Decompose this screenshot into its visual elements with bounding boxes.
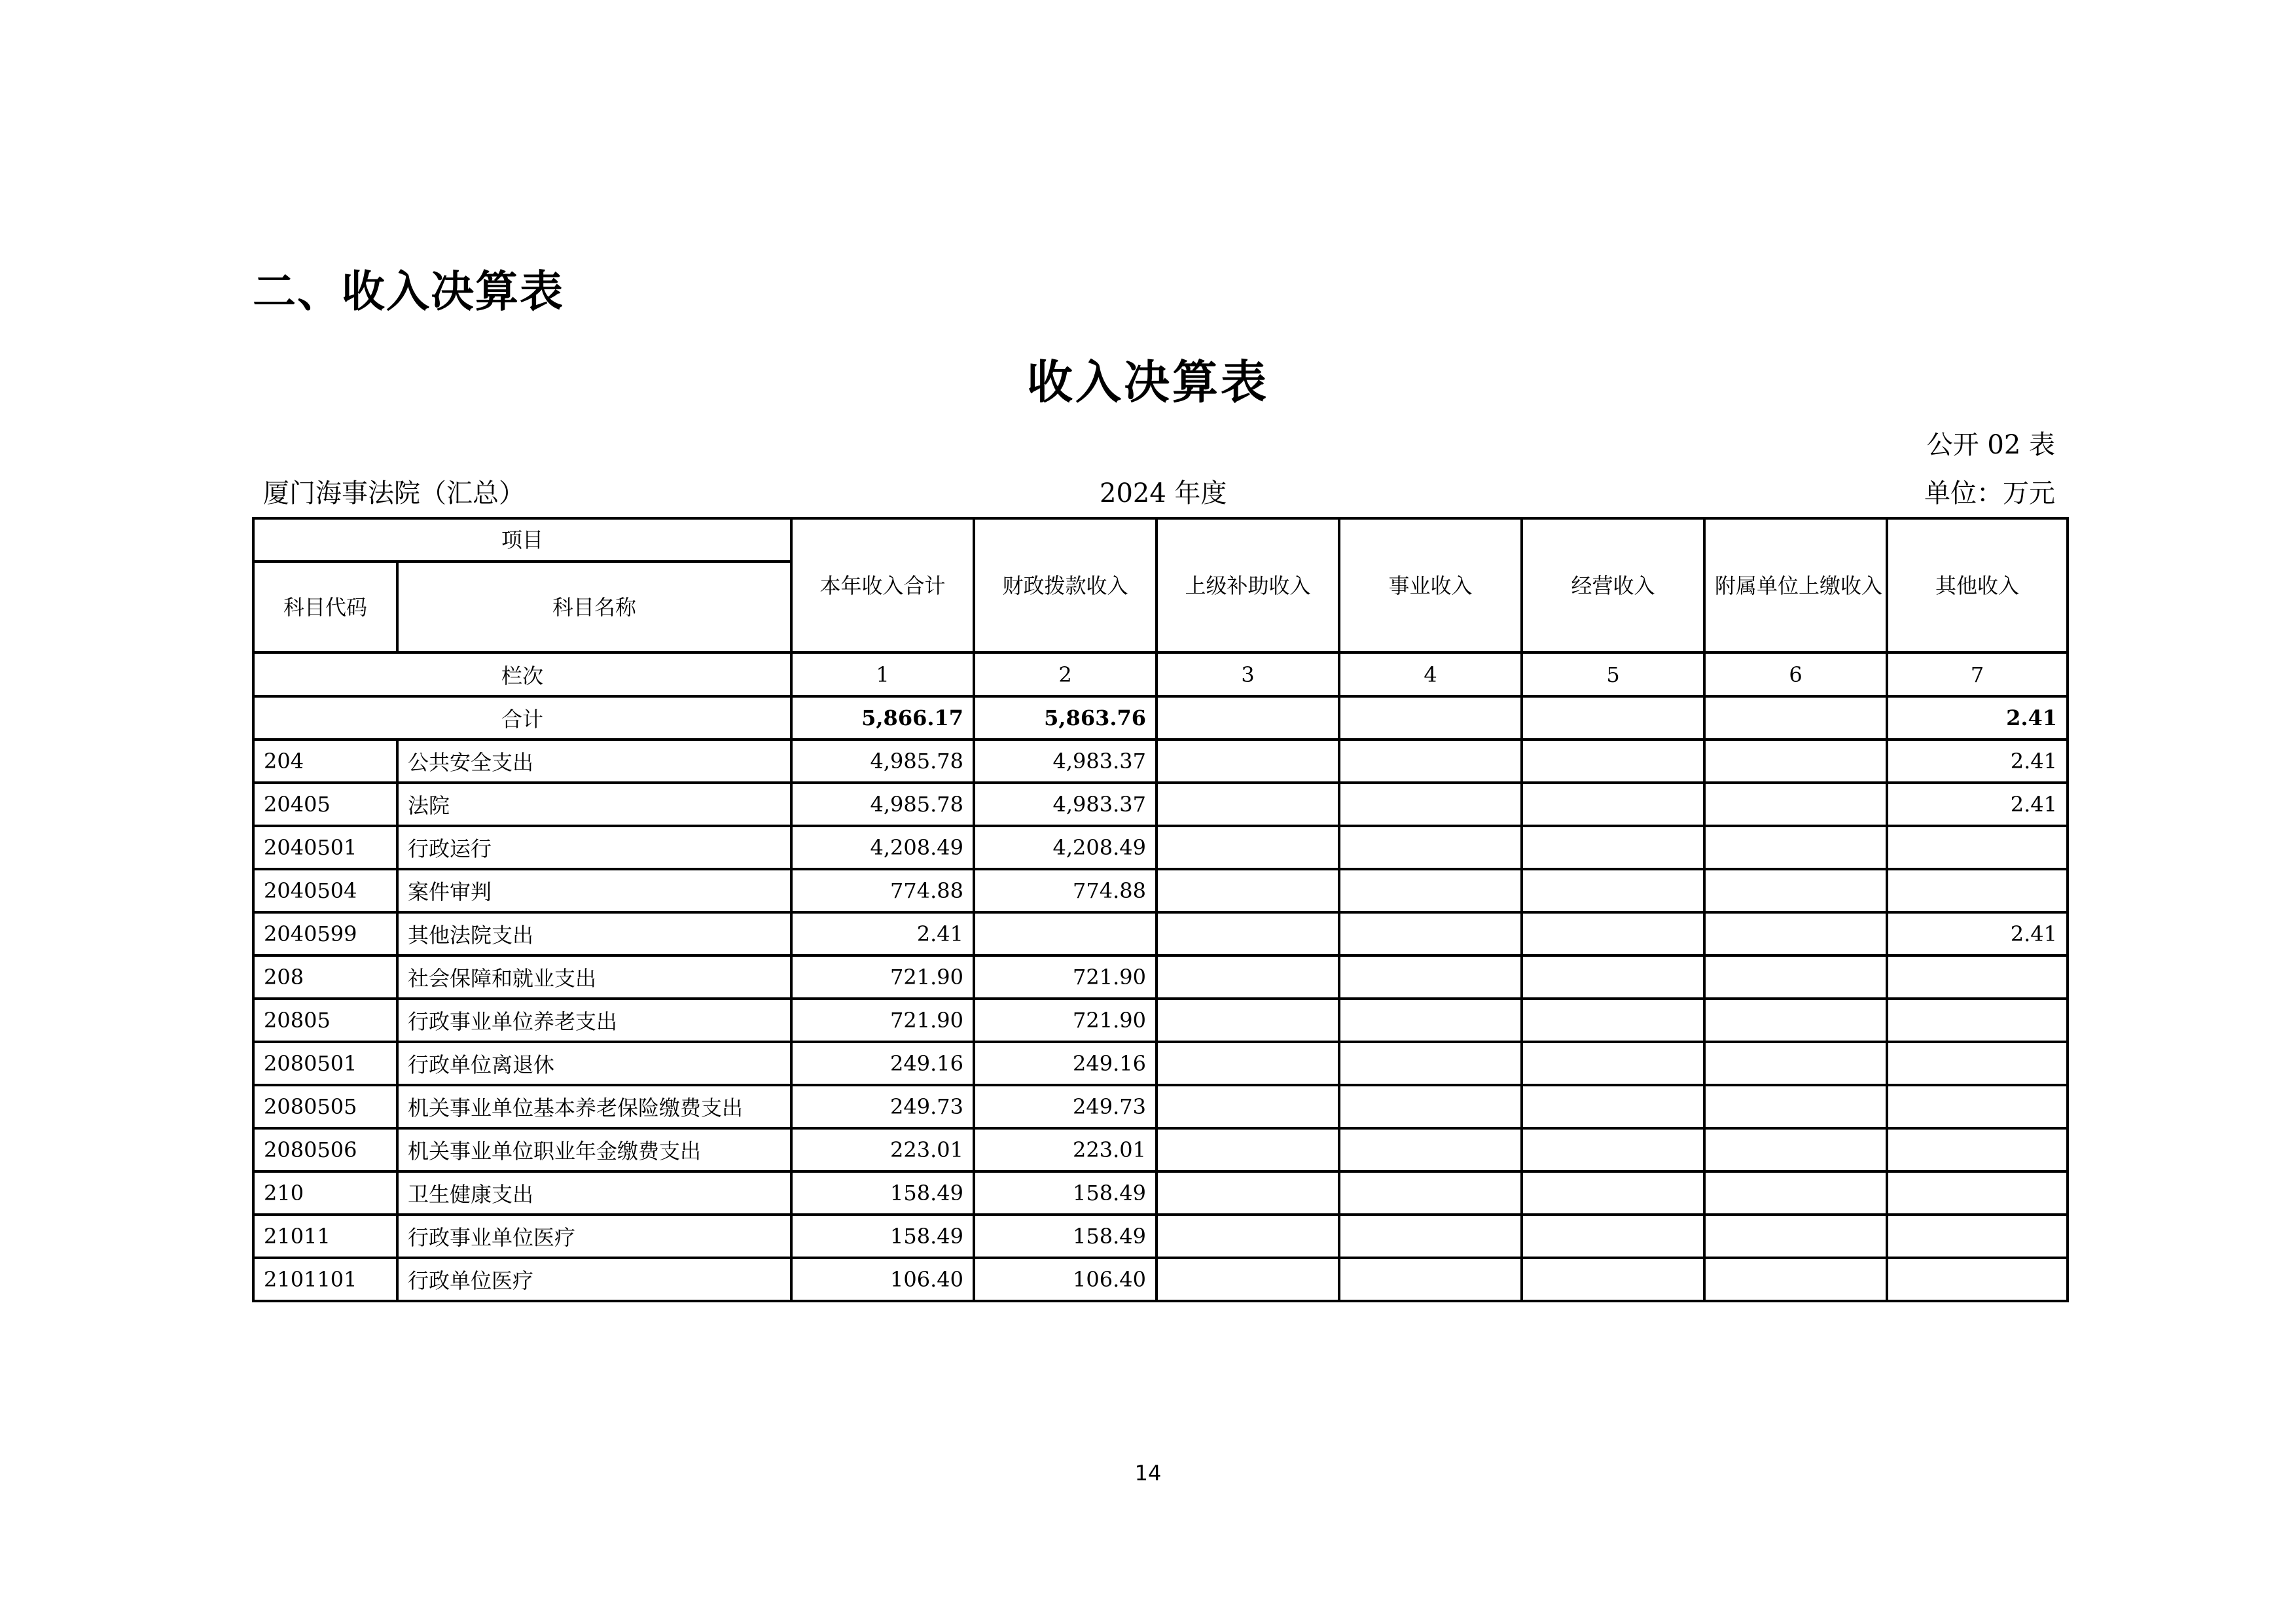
subject-name: 行政事业单位养老支出 bbox=[397, 999, 791, 1042]
value-cell bbox=[1339, 955, 1522, 999]
table-row bbox=[253, 783, 2068, 826]
subject-name: 行政单位离退休 bbox=[397, 1042, 791, 1085]
subject-code: 20405 bbox=[253, 783, 397, 826]
value-cell: 223.01 bbox=[974, 1128, 1157, 1171]
value-cell bbox=[1157, 869, 1339, 912]
table-row bbox=[253, 869, 2068, 912]
value-cell bbox=[1157, 955, 1339, 999]
subject-code: 2080505 bbox=[253, 1085, 397, 1128]
value-cell bbox=[1704, 826, 1887, 869]
total-cell bbox=[1339, 696, 1522, 740]
value-cell bbox=[1522, 1258, 1704, 1301]
subject-code: 208 bbox=[253, 955, 397, 999]
header-col-4: 事业收入 bbox=[1339, 518, 1522, 652]
value-cell bbox=[1887, 999, 2068, 1042]
value-cell: 158.49 bbox=[974, 1171, 1157, 1215]
table-row bbox=[253, 740, 2068, 783]
value-cell bbox=[1522, 999, 1704, 1042]
value-cell: 4,985.78 bbox=[791, 740, 974, 783]
value-cell bbox=[1704, 1215, 1887, 1258]
value-cell bbox=[1157, 999, 1339, 1042]
header-code: 科目代码 bbox=[253, 562, 397, 652]
header-project: 项目 bbox=[253, 518, 791, 562]
value-cell: 2.41 bbox=[791, 912, 974, 955]
value-cell: 223.01 bbox=[791, 1128, 974, 1171]
section-heading: 二、收入决算表 bbox=[253, 266, 564, 317]
value-cell bbox=[1887, 1042, 2068, 1085]
value-cell bbox=[1339, 1258, 1522, 1301]
subject-name: 行政运行 bbox=[397, 826, 791, 869]
index-cell: 2 bbox=[974, 652, 1157, 696]
table-row bbox=[253, 1258, 2068, 1301]
value-cell bbox=[1704, 1128, 1887, 1171]
value-cell bbox=[1339, 1171, 1522, 1215]
index-cell: 7 bbox=[1887, 652, 2068, 696]
total-cell bbox=[1704, 696, 1887, 740]
income-table bbox=[252, 517, 2069, 1302]
value-cell: 249.16 bbox=[791, 1042, 974, 1085]
subject-name: 机关事业单位职业年金缴费支出 bbox=[397, 1128, 791, 1171]
value-cell: 2.41 bbox=[1887, 740, 2068, 783]
value-cell bbox=[1522, 912, 1704, 955]
subject-code: 2080501 bbox=[253, 1042, 397, 1085]
value-cell bbox=[1157, 1171, 1339, 1215]
header-col-2: 财政拨款收入 bbox=[974, 518, 1157, 652]
value-cell: 106.40 bbox=[791, 1258, 974, 1301]
subject-code: 2101101 bbox=[253, 1258, 397, 1301]
value-cell bbox=[1887, 1215, 2068, 1258]
total-label: 合计 bbox=[253, 696, 791, 740]
table-row bbox=[253, 1085, 2068, 1128]
value-cell: 158.49 bbox=[791, 1215, 974, 1258]
value-cell bbox=[1522, 1085, 1704, 1128]
value-cell: 774.88 bbox=[974, 869, 1157, 912]
value-cell: 2.41 bbox=[1887, 912, 2068, 955]
value-cell: 4,983.37 bbox=[974, 740, 1157, 783]
table-row bbox=[253, 912, 2068, 955]
form-number: 公开 02 表 bbox=[1926, 430, 2055, 460]
total-cell: 5,863.76 bbox=[974, 696, 1157, 740]
value-cell bbox=[1522, 1171, 1704, 1215]
total-row bbox=[253, 696, 2068, 740]
subject-code: 2040599 bbox=[253, 912, 397, 955]
index-label: 栏次 bbox=[253, 652, 791, 696]
value-cell bbox=[1522, 826, 1704, 869]
total-cell bbox=[1522, 696, 1704, 740]
table-row bbox=[253, 955, 2068, 999]
subject-name: 社会保障和就业支出 bbox=[397, 955, 791, 999]
subject-name: 法院 bbox=[397, 783, 791, 826]
organization-name: 厦门海事法院（汇总） bbox=[263, 478, 525, 508]
header-row bbox=[253, 518, 2068, 562]
value-cell: 721.90 bbox=[791, 999, 974, 1042]
index-cell: 1 bbox=[791, 652, 974, 696]
value-cell: 4,983.37 bbox=[974, 783, 1157, 826]
value-cell bbox=[1157, 1215, 1339, 1258]
value-cell bbox=[1704, 1085, 1887, 1128]
value-cell: 721.90 bbox=[974, 999, 1157, 1042]
value-cell bbox=[1339, 1128, 1522, 1171]
value-cell bbox=[1704, 912, 1887, 955]
total-cell bbox=[1157, 696, 1339, 740]
value-cell: 4,985.78 bbox=[791, 783, 974, 826]
value-cell: 4,208.49 bbox=[791, 826, 974, 869]
fiscal-year: 2024 年度 bbox=[1100, 478, 1227, 508]
value-cell bbox=[1157, 1128, 1339, 1171]
value-cell bbox=[1522, 1042, 1704, 1085]
subject-code: 2040504 bbox=[253, 869, 397, 912]
value-cell bbox=[1157, 826, 1339, 869]
value-cell bbox=[1522, 955, 1704, 999]
subject-name: 机关事业单位基本养老保险缴费支出 bbox=[397, 1085, 791, 1128]
value-cell: 249.73 bbox=[974, 1085, 1157, 1128]
value-cell bbox=[1887, 1171, 2068, 1215]
value-cell: 774.88 bbox=[791, 869, 974, 912]
value-cell bbox=[1704, 999, 1887, 1042]
value-cell bbox=[1157, 740, 1339, 783]
subject-code: 20805 bbox=[253, 999, 397, 1042]
value-cell: 249.16 bbox=[974, 1042, 1157, 1085]
currency-unit: 单位：万元 bbox=[1924, 478, 2055, 508]
value-cell bbox=[1339, 783, 1522, 826]
value-cell bbox=[1339, 912, 1522, 955]
value-cell: 721.90 bbox=[791, 955, 974, 999]
value-cell bbox=[1339, 826, 1522, 869]
table-row bbox=[253, 999, 2068, 1042]
header-name: 科目名称 bbox=[397, 562, 791, 652]
subject-code: 204 bbox=[253, 740, 397, 783]
table-row bbox=[253, 1042, 2068, 1085]
subject-name: 公共安全支出 bbox=[397, 740, 791, 783]
page-number: 14 bbox=[1134, 1461, 1162, 1486]
document-title: 收入决算表 bbox=[1027, 355, 1269, 409]
value-cell bbox=[1704, 955, 1887, 999]
header-col-5: 经营收入 bbox=[1522, 518, 1704, 652]
subject-name: 案件审判 bbox=[397, 869, 791, 912]
value-cell bbox=[1157, 1085, 1339, 1128]
value-cell bbox=[974, 912, 1157, 955]
value-cell: 721.90 bbox=[974, 955, 1157, 999]
index-cell: 4 bbox=[1339, 652, 1522, 696]
table-row bbox=[253, 1215, 2068, 1258]
index-row bbox=[253, 652, 2068, 696]
index-cell: 6 bbox=[1704, 652, 1887, 696]
subject-code: 2040501 bbox=[253, 826, 397, 869]
value-cell: 4,208.49 bbox=[974, 826, 1157, 869]
value-cell bbox=[1522, 1215, 1704, 1258]
value-cell bbox=[1339, 999, 1522, 1042]
value-cell bbox=[1704, 1171, 1887, 1215]
value-cell bbox=[1704, 1042, 1887, 1085]
index-cell: 3 bbox=[1157, 652, 1339, 696]
value-cell bbox=[1704, 783, 1887, 826]
value-cell bbox=[1522, 1128, 1704, 1171]
value-cell bbox=[1157, 912, 1339, 955]
value-cell bbox=[1339, 1085, 1522, 1128]
value-cell bbox=[1339, 1215, 1522, 1258]
value-cell bbox=[1339, 869, 1522, 912]
header-col-1: 本年收入合计 bbox=[791, 518, 974, 652]
value-cell bbox=[1887, 869, 2068, 912]
subject-name: 其他法院支出 bbox=[397, 912, 791, 955]
subject-code: 2080506 bbox=[253, 1128, 397, 1171]
value-cell: 158.49 bbox=[974, 1215, 1157, 1258]
value-cell: 158.49 bbox=[791, 1171, 974, 1215]
value-cell bbox=[1887, 1128, 2068, 1171]
subject-code: 21011 bbox=[253, 1215, 397, 1258]
subject-name: 行政单位医疗 bbox=[397, 1258, 791, 1301]
value-cell bbox=[1157, 1258, 1339, 1301]
index-cell: 5 bbox=[1522, 652, 1704, 696]
value-cell bbox=[1887, 955, 2068, 999]
total-cell: 2.41 bbox=[1887, 696, 2068, 740]
value-cell bbox=[1522, 869, 1704, 912]
value-cell bbox=[1887, 1085, 2068, 1128]
value-cell bbox=[1704, 740, 1887, 783]
header-col-7: 其他收入 bbox=[1887, 518, 2068, 652]
table-row bbox=[253, 1128, 2068, 1171]
value-cell bbox=[1522, 740, 1704, 783]
value-cell bbox=[1704, 1258, 1887, 1301]
value-cell bbox=[1887, 1258, 2068, 1301]
subject-name: 卫生健康支出 bbox=[397, 1171, 791, 1215]
total-cell: 5,866.17 bbox=[791, 696, 974, 740]
header-col-6: 附属单位上缴收入 bbox=[1704, 518, 1887, 652]
value-cell: 106.40 bbox=[974, 1258, 1157, 1301]
value-cell bbox=[1339, 1042, 1522, 1085]
value-cell bbox=[1522, 783, 1704, 826]
value-cell bbox=[1339, 740, 1522, 783]
value-cell: 2.41 bbox=[1887, 783, 2068, 826]
table-row bbox=[253, 1171, 2068, 1215]
value-cell bbox=[1704, 869, 1887, 912]
subject-name: 行政事业单位医疗 bbox=[397, 1215, 791, 1258]
value-cell bbox=[1157, 783, 1339, 826]
table-row bbox=[253, 826, 2068, 869]
value-cell: 249.73 bbox=[791, 1085, 974, 1128]
subject-code: 210 bbox=[253, 1171, 397, 1215]
header-col-3: 上级补助收入 bbox=[1157, 518, 1339, 652]
value-cell bbox=[1157, 1042, 1339, 1085]
value-cell bbox=[1887, 826, 2068, 869]
